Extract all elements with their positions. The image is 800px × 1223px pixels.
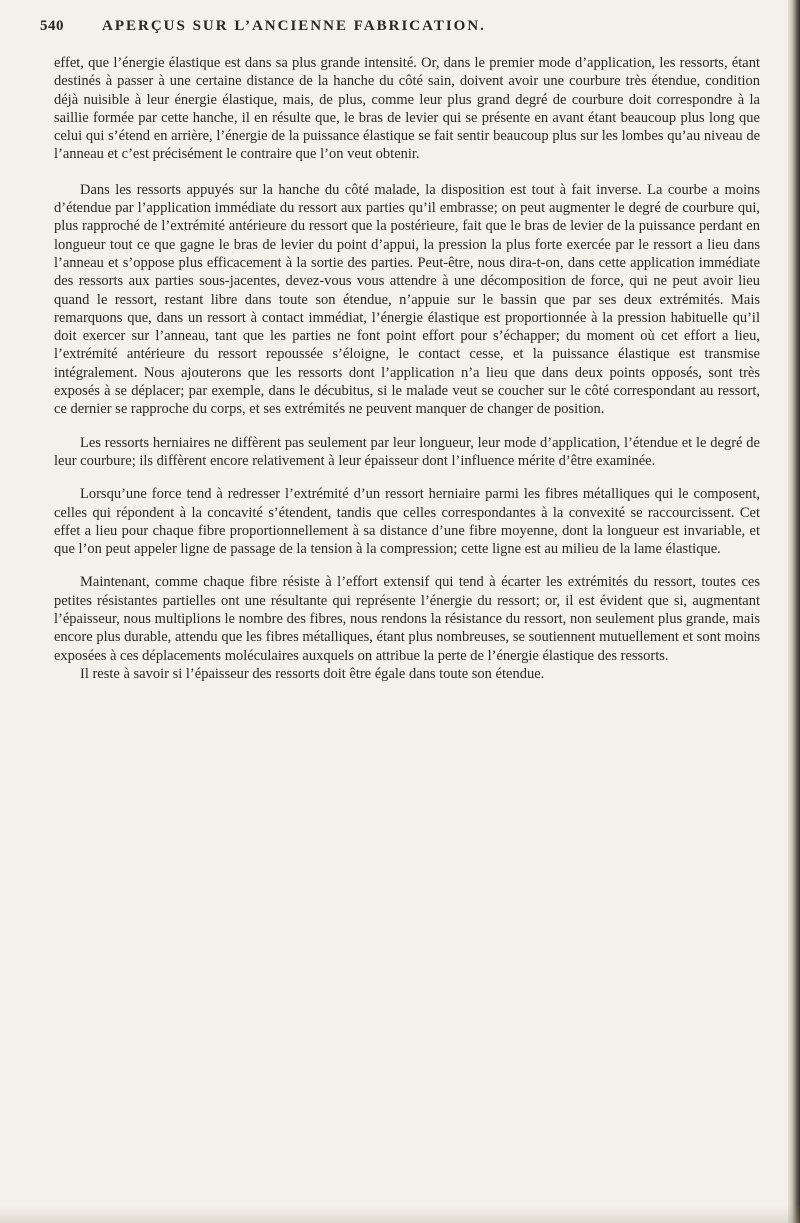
book-page-edge [788,0,800,1223]
paragraph-epaisseur: Les ressorts herniaires ne diffèrent pas seulement par leur longueur, leur mode d’application, l’étendue et le degré de leur courbure; ils diffèrent encore relativement à leur épaisseur dont l’influence mérite d’être examinée. [54,434,760,469]
page-bottom-shadow [0,1205,800,1223]
page-body [54,54,760,683]
paragraph-hanche-malade: Dans les ressorts appuyés sur la hanche du côté malade, la disposition est tout à fait inverse. La courbe a moins d’étendue par l’application immédiate du ressort aux parties qu’il embrasse; on peut augmenter le degré de courbure qui, plus rapproché de l’extrémité antérieure du ressort que la postérieure, fait que le bras de levier de la puissance perdant en longueur tout ce que gagne le bras de levier du point d’appui, la pression la plus forte exercée par le ressort a lieu dans l’anneau et s’oppose plus efficacement à la sortie des parties. Peut-être, nous dira-t-on, dans cette application immédiate des ressorts aux parties sous-jacentes, devez-vous vous attendre à une décomposition de force, qui ne peut avoir lieu quand le ressort, restant libre dans toute son étendue, n’appuie sur le bassin que par ses deux extrémités. Mais remarquons que, dans un ressort à contact immédiat, l’énergie élastique est proportionnée à la pression habituelle qu’il doit exercer sur l’anneau, tant que les parties ne font point effort pour s’échapper; du moment où cet effort a lieu, l’extrémité antérieure du ressort repoussée s’éloigne, le contact cesse, et la puissance élastique est transmise intégralement. Nous ajouterons que les ressorts dont l’application n’a lieu que dans deux points opposés, sont très exposés à se déplacer; par exemple, dans le décubitus, si le malade veut se coucher sur le côté correspondant au ressort, ce dernier se rapproche du corps, et ses extrémités ne peuvent manquer de changer de position. [54,181,760,418]
paragraph-question: Il reste à savoir si l’épaisseur des ressorts doit être égale dans toute son étendue. [80,665,545,682]
page-header [40,18,760,44]
page-number: 540 [40,18,64,34]
running-title: APERÇUS SUR L’ANCIENNE FABRICATION. [102,18,486,34]
paragraph-continuation: effet, que l’énergie élastique est dans sa plus grande intensité. Or, dans le premier mode d’application, les ressorts, étant destinés à passer à une certaine distance de la hanche du côté sain, doivent avoir une courbure très étendue, condition déjà nuisible à leur énergie élastique, mais, de plus, comme leur plus grand degré de courbure doit correspondre à la saillie formée par cette hanche, il en résulte que, le bras de levier qui se présente en avant étant beaucoup plus long que celui qui s’étend en arrière, l’énergie de la puissance élastique se fait sentir beaucoup plus sur les lombes qu’au niveau de l’anneau et c’est précisément le contraire que l’on veut obtenir. [54,55,760,163]
paragraph-resistance: Maintenant, comme chaque fibre résiste à l’effort extensif qui tend à écarter les extrémités du ressort, toutes ces petites résistantes partielles ont une résultante qui représente l’énergie du ressort; or, il est évident que si, augmentant l’épaisseur, nous multiplions le nombre des fibres, nous rendons la résistance du ressort, non seulement plus grande, mais encore plus durable, attendu que les fibres métalliques, étant plus nombreuses, se soutiennent mutuellement et sont moins exposées à ces déplacements moléculaires auxquels on attribue la perte de l’énergie élastique des ressorts. [54,574,760,664]
paragraph-fibres: Lorsqu’une force tend à redresser l’extrémité d’un ressort herniaire parmi les fibres métalliques qui le composent, celles qui répondent à la concavité s’étendent, tandis que celles correspondantes à la convexité se raccourcissent. Cet effet a lieu pour chaque fibre proportionnellement à sa distance d’une fibre moyenne, dont la longueur est invariable, et que l’on peut appeler ligne de passage de la tension à la compression; cette ligne est au milieu de la lame élastique. [54,486,760,558]
